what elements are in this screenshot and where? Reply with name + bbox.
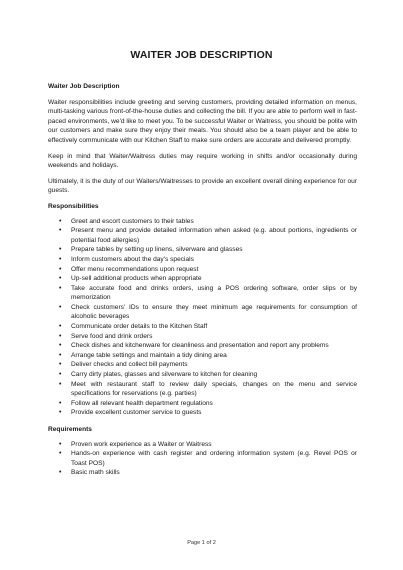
- list-item: [48, 255, 357, 265]
- bullet-icon: •: [59, 332, 62, 340]
- list-item: [48, 351, 357, 361]
- document-title: WAITER JOB DESCRIPTION: [130, 49, 273, 61]
- list-item-text: Basic math skills: [71, 469, 120, 477]
- bullet-icon: •: [59, 380, 62, 388]
- list-item-text: Present menu and provide detailed information when asked (e.g. about portions, ingredients or potential food allergies): [71, 227, 357, 244]
- list-item-text: Arrange table settings and maintain a tidy dining area: [71, 351, 227, 359]
- list-item: [48, 265, 357, 275]
- list-item: [48, 360, 357, 370]
- bullet-icon: •: [59, 323, 62, 331]
- bullet-icon: •: [59, 351, 62, 359]
- bullet-icon: •: [59, 450, 62, 458]
- bullet-icon: •: [59, 371, 62, 379]
- list-item: [48, 468, 357, 478]
- list-item-text: Deliver checks and collect bill payments: [71, 361, 188, 369]
- list-item-text: Serve food and drink orders: [71, 332, 153, 340]
- bullet-icon: •: [59, 303, 62, 311]
- list-item-text: Up-sell additional products when appropriate: [71, 275, 202, 283]
- document-body: [48, 82, 357, 485]
- list-item-text: Meet with restaurant staff to review daily specials, changes on the menu and service specifications for reservations (e.g. parties): [71, 380, 357, 398]
- responsibilities-list: [48, 217, 357, 418]
- list-item: [48, 341, 357, 351]
- list-item-text: Inform customers about the day's specials: [71, 255, 194, 263]
- list-item-text: Carry dirty plates, glasses and silverware to kitchen for cleaning: [71, 371, 258, 379]
- bullet-icon: •: [59, 469, 62, 477]
- bullet-icon: •: [59, 217, 62, 225]
- bullet-icon: •: [59, 361, 62, 369]
- bullet-icon: •: [59, 284, 62, 292]
- list-item-text: Proven work experience as a Waiter or Waitress: [71, 440, 212, 448]
- list-item: [48, 322, 357, 332]
- shifts-paragraph: Keep in mind that Waiter/Waitress duties may require working in shifts and/or occasionally during weekends and holidays.: [48, 152, 357, 170]
- bullet-icon: •: [59, 399, 62, 407]
- list-item: [48, 380, 357, 399]
- subheading: Waiter Job Description: [48, 83, 120, 90]
- list-item-text: Follow all relevant health department regulations: [71, 399, 213, 407]
- requirements-heading: Requirements: [48, 426, 92, 433]
- list-item-text: Greet and escort customers to their tables: [71, 217, 194, 225]
- bullet-icon: •: [59, 440, 62, 448]
- bullet-icon: •: [59, 342, 62, 350]
- list-item: [48, 370, 357, 380]
- bullet-icon: •: [59, 246, 62, 254]
- page-footer: Page 1 of 2: [187, 540, 216, 546]
- list-item-text: Prepare tables by setting up linens, silverware and glasses: [71, 246, 243, 254]
- bullet-icon: •: [59, 409, 62, 417]
- bullet-icon: •: [59, 227, 62, 235]
- responsibilities-heading: Responsibilities: [48, 202, 99, 210]
- list-item: [48, 408, 357, 418]
- duty-paragraph: Ultimately, it is the duty of our Waiters/Waitresses to provide an excellent overall dining experience for our guests.: [48, 177, 357, 195]
- list-item: [48, 245, 357, 255]
- list-item-text: Hands-on experience with cash register and ordering information system (e.g. Revel POS or Toast POS): [71, 450, 357, 467]
- bullet-icon: •: [59, 255, 62, 263]
- intro-paragraph: Waiter responsibilities include greeting and serving customers, providing detailed information on menus, multi-tasking various front-of-the-house duties and collecting the bill. If you are able to perform well in fast-paced environments, we'd like to meet you. To be successful Waiter or Waitress, you should be polite with our customers and make sure they enjoy their meals. You should also be a team player and be able to effectively communicate with our Kitchen Staff to make sure orders are accurate and delivered promptly.: [48, 98, 357, 144]
- list-item-text: Provide excellent customer service to guests: [71, 409, 202, 417]
- list-item: [48, 226, 357, 245]
- list-item: [48, 440, 357, 450]
- list-item: [48, 303, 357, 322]
- list-item-text: Check customers' IDs to ensure they meet minimum age requirements for consumption of alcoholic beverages: [71, 303, 357, 321]
- list-item-text: Check dishes and kitchenware for cleanliness and presentation and report any problems: [71, 342, 329, 350]
- list-item-text: Take accurate food and drinks orders, using a POS ordering software, order slips or by memorization: [71, 284, 357, 302]
- list-item: [48, 449, 357, 468]
- list-item-text: Communicate order details to the Kitchen Staff: [71, 323, 208, 331]
- list-item: [48, 284, 357, 303]
- list-item-text: Offer menu recommendations upon request: [71, 265, 199, 273]
- list-item: [48, 274, 357, 284]
- list-item: [48, 217, 357, 227]
- list-item: [48, 332, 357, 342]
- requirements-list: [48, 440, 357, 478]
- list-item: [48, 399, 357, 409]
- bullet-icon: •: [59, 265, 62, 273]
- bullet-icon: •: [59, 275, 62, 283]
